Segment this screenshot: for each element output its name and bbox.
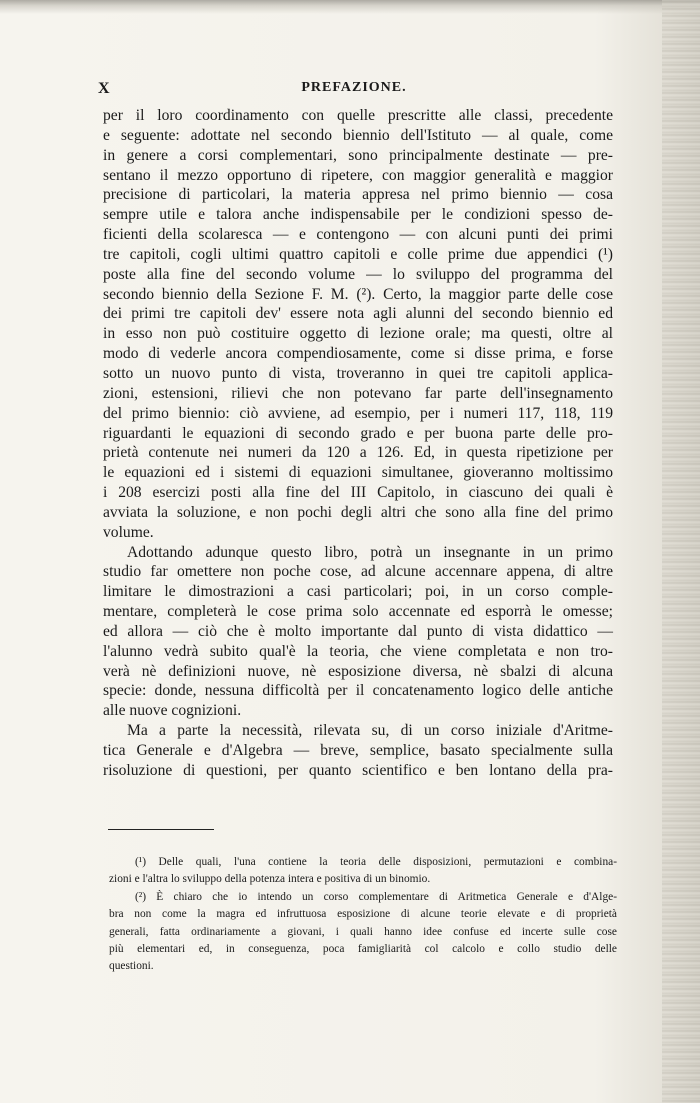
text-line: limitare le dimostrazioni a casi particolari; poi, in un corso comple- [103,583,613,601]
text-line: i 208 esercizi posti alla fine del III Capitolo, in ciascuno dei quali è [103,484,613,502]
text-line: modo di vederle ancora compendiosamente, come si disse prima, e forse [103,345,613,363]
body-text [103,106,613,781]
text-line: prietà contenute nei numeri da 120 a 126. Ed, in questa ripetizione per [103,444,613,462]
text-line: in esso non può costituire oggetto di lezione orale; ma questi, oltre al [103,325,613,343]
page-number: X [98,80,110,97]
text-line: Adottando adunque questo libro, potrà un insegnante in un primo [127,543,613,561]
text-line: tica Generale e d'Algebra — breve, semplice, basato specialmente sulla [103,742,613,759]
text-line: avviata la soluzione, e non pochi degli altri che sono alla fine del primo [103,503,613,521]
footnote-rule [108,829,214,830]
text-line: in genere a corsi complementari, sono principalmente destinate — pre- [103,146,613,164]
text-line: sotto un nuovo punto di vista, troveranno in quei tre capitoli applica- [103,364,613,382]
running-title: PREFAZIONE. [301,80,407,95]
footnotes [109,854,617,976]
text-line: per il loro coordinamento con quelle prescritte alle classi, precedente [103,107,613,124]
text-line: secondo biennio della Sezione F. M. (²). Certo, la maggior parte delle cose [103,285,613,303]
text-line: zioni, estensioni, rilievi che non potevano far parte dell'insegnamento [103,384,613,402]
page-right-edge [662,0,700,1103]
text-line: sentano il mezzo opportuno di ripetere, con maggior generalità e maggior [103,166,613,184]
text-line: verà nè definizioni nuove, nè esposizione diversa, nè sbalzi di alcuna [103,662,613,680]
page-header [98,80,610,102]
text-line: specie: donde, nessuna difficoltà per il concatenamento logico delle antiche [103,682,613,700]
text-line: le equazioni ed i sistemi di equazioni simultanee, gioveranno moltissimo [103,464,613,482]
text-line: alle nuove cognizioni. [103,702,242,720]
text-line: l'alunno vedrà subito qual'è la teoria, che viene completata e non tro- [103,642,613,660]
text-line: precisione di particolari, la materia appresa nel primo biennio — cosa [103,186,613,204]
text-line: riguardanti le equazioni di secondo grado e per buona parte delle pro- [103,424,613,442]
text-line: dei primi tre capitoli dev' essere nota agli alunni del secondo biennio ed [103,305,613,323]
text-line: tre capitoli, cogli ultimi quattro capitoli e colle prime due appendici (¹) [103,245,613,263]
text-line: del primo biennio: ciò avviene, ad esempio, per i numeri 117, 118, 119 [103,404,613,422]
text-line: ed allora — ciò che è molto importante dal punto di vista didattico — [103,622,613,640]
footnote-line: questioni. [109,960,154,973]
footnote-line: bra non come la magra ed infruttuosa esposizione di alcune teorie elevate e di proprietà [109,908,617,921]
footnote-line: (²) È chiaro che io intendo un corso complementare di Aritmetica Generale e d'Alge- [135,890,617,903]
page-top-shadow [0,0,700,14]
text-line: risoluzione di questioni, per quanto scientifico e ben lontano della pra- [103,761,613,779]
text-line: studio far omettere non poche cose, ad alcune accennare appena, di altre [103,563,613,581]
text-line: e seguente: adottate nel secondo biennio dell'Istituto — al quale, come [103,126,613,144]
footnote-line: generali, fatta ordinariamente a giovani, i quali hanno idee confuse ed incerte sulle cose [109,925,617,938]
text-line: mentare, completerà le cose prima solo accennate ed esporrà le omesse; [103,603,613,621]
footnote-line: più elementari ed, in conseguenza, poca famigliarità col calcolo e collo studio delle [109,942,617,955]
text-line: ficienti della scolaresca — e contengono — con alcuni punti dei primi [103,226,613,244]
footnote-line: (¹) Delle quali, l'una contiene la teoria delle disposizioni, permutazioni e combina- [135,856,617,868]
text-line: sempre utile e talora anche indispensabile per le condizioni spesso de- [103,206,613,224]
text-line: poste alla fine del secondo volume — lo sviluppo del programma del [103,265,613,283]
text-line: volume. [103,523,154,541]
text-line: Ma a parte la necessità, rilevata su, di un corso iniziale d'Aritme- [127,722,613,740]
footnote-line: zioni e l'altra lo sviluppo della potenza intera e positiva di un binomio. [109,873,431,886]
